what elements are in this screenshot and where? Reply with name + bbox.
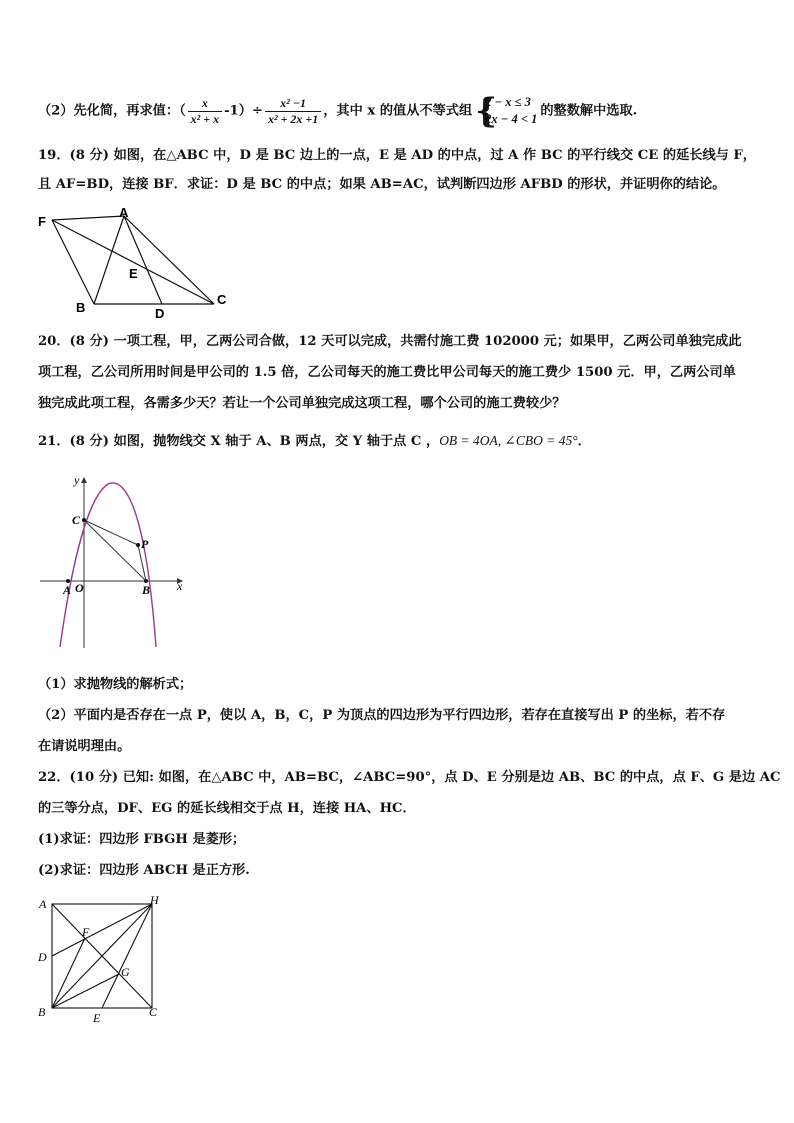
q19-figure	[34, 204, 234, 320]
q21-label-b: B	[142, 583, 151, 597]
q22-figure	[34, 892, 170, 1026]
q19-segment-fc	[52, 220, 214, 304]
q21-sub-2-line-1: （2）平面内是否存在一点 P，使以 A，B，C，P 为顶点的四边形为平行四边形，若存在直接写出 P 的坐标，若不存	[38, 708, 726, 723]
q21-sub-2-line-2: 在请说明理由。	[38, 739, 131, 754]
q21-label-y: y	[74, 473, 80, 487]
q22-label-g: G	[121, 965, 130, 979]
q22-segment-dh	[52, 904, 152, 956]
q19-segment-ac	[124, 216, 214, 304]
q21-line-1	[38, 431, 758, 452]
q18-ineq-1: 2 − x ≤ 3	[485, 95, 531, 109]
q18-inequality-system	[475, 91, 538, 131]
q21-period: ．	[577, 434, 591, 449]
q19-label-a: A	[119, 205, 129, 220]
q19-label-f: F	[38, 214, 46, 229]
q18-ineq-2: 2x − 4 < 1	[485, 112, 538, 126]
q19-label-e: E	[129, 266, 138, 281]
q21-segment-cb	[84, 520, 146, 581]
q21-sub-1: （1）求抛物线的解析式；	[38, 677, 193, 692]
q19-label-d: D	[155, 306, 165, 320]
q19-segment-fa	[52, 216, 124, 220]
q22-label-b: B	[38, 1005, 46, 1019]
q22-line-1: 22．(10 分) 已知: 如图，在△ABC 中，AB=BC，∠ABC=90°，点 D、E 分别是边 AB、BC 的中点，点 F、G 是边 AC	[38, 770, 781, 785]
q21-label-x: x	[177, 579, 183, 593]
q22-segment-eh	[102, 904, 152, 1008]
q19-line-1: 19．(8 分) 如图，在△ABC 中，D 是 BC 边上的一点，E 是 AD 的中点，过 A 作 BC 的平行线交 CE 的延长线与 F，	[38, 148, 756, 163]
q21-label-p: P	[141, 537, 149, 551]
q18-frac2-den: x² + 2x +1	[267, 111, 319, 126]
q19-segment-ab	[94, 216, 124, 304]
q18-frac1-den: x² + x	[190, 111, 220, 126]
q22-label-h: H	[150, 893, 159, 907]
q22-label-d: D	[38, 950, 47, 964]
q21-point-c	[82, 518, 86, 522]
q22-label-e: E	[93, 1011, 101, 1025]
q22-line-2: 的三等分点，DF、EG 的延长线相交于点 H，连接 HA、HC．	[38, 801, 416, 816]
q18-frac2-num: x² −1	[265, 96, 321, 112]
q21-condition: OB = 4OA, ∠CBO = 45°	[439, 433, 578, 448]
q21-figure	[38, 472, 188, 652]
q22-sub-1: (1)求证：四边形 FBGH 是菱形；	[38, 832, 246, 847]
q22-label-c: C	[149, 1005, 158, 1019]
left-brace-icon: {	[475, 91, 498, 131]
q22-segment-bg	[52, 974, 119, 1008]
q20-line-3: 独完成此项工程，各需多少天？若让一个公司单独完成这项工程，哪个公司的施工费较少？	[38, 396, 566, 411]
q19-label-c: C	[217, 292, 227, 307]
q21-label-o: O	[75, 581, 84, 595]
q18-frac1-num: x	[188, 96, 222, 112]
q21-parabola	[60, 483, 156, 647]
q20-line-2: 项工程，乙公司所用时间是甲公司的 1.5 倍，乙公司每天的施工费比甲公司每天的施工费少 1500 元．甲，乙两公司单	[38, 365, 736, 380]
q19-segment-fb	[52, 220, 94, 304]
q19-label-b: B	[76, 300, 86, 315]
q18-fraction-2	[265, 96, 321, 127]
q19-line-2: 且 AF=BD，连接 BF．求证：D 是 BC 的中点；如果 AB=AC，试判断四边形 AFBD 的形状，并证明你的结论。	[38, 177, 726, 192]
q22-segment-bf	[52, 938, 85, 1008]
q20-line-1: 20．(8 分) 一项工程，甲，乙两公司合做，12 天可以完成，共需付施工费 102000 元；如果甲，乙两公司单独完成此	[38, 334, 742, 349]
q18-fraction-1	[188, 96, 222, 127]
q21-label-a: A	[63, 583, 72, 597]
q21-text: 21．(8 分) 如图，抛物线交 X 轴于 A、B 两点，交 Y 轴于点 C ，	[38, 434, 440, 449]
q18-middle: ，其中 x 的值从不等式组	[323, 103, 473, 119]
q22-label-a: A	[39, 897, 47, 911]
q18-part2	[38, 91, 758, 131]
q21-label-c: C	[72, 513, 81, 527]
q18-minus: -1）÷	[224, 103, 263, 119]
q22-sub-2: (2)求证：四边形 ABCH 是正方形.	[38, 863, 250, 878]
q21-point-p	[136, 543, 140, 547]
q18-suffix: 的整数解中选取.	[540, 103, 638, 119]
q21-segment-cp	[84, 520, 138, 545]
q22-label-f: F	[82, 925, 90, 939]
q18-prefix: （2）先化简，再求值：（	[38, 103, 186, 119]
